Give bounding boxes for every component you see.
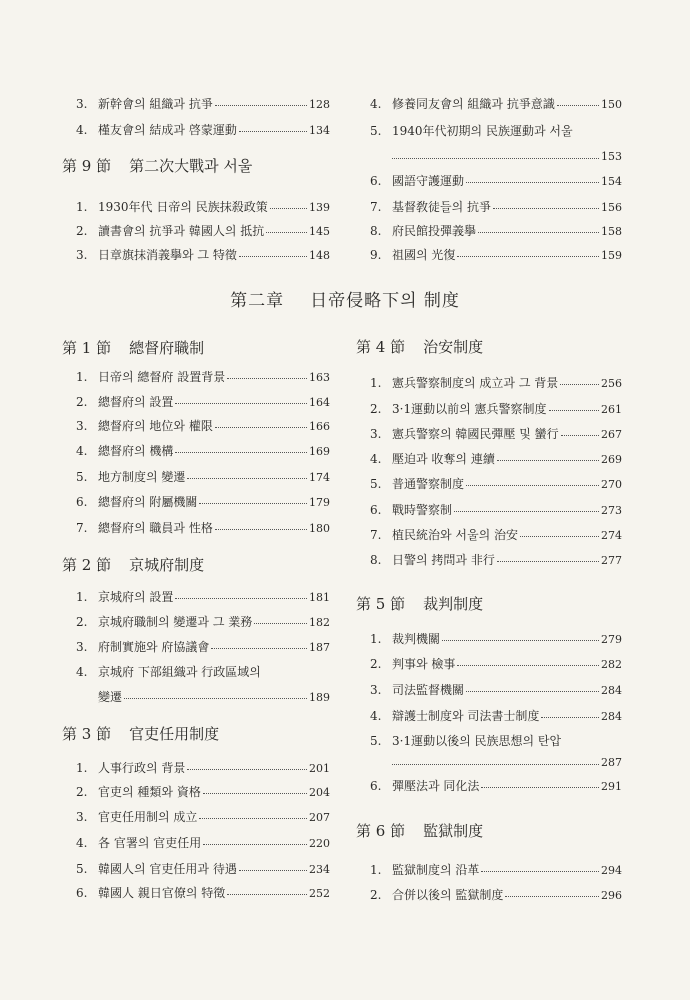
toc-entry: 1. 京城府의 設置 181 [76,590,330,604]
toc-entry: 4. 各 官署의 官吏任用 220 [76,836,330,850]
toc-entry: 7. 植民統治와 서울의 治安 274 [370,528,622,542]
toc-entry: 8. 日警의 拷問과 非行 277 [370,553,622,567]
toc-entry: 5. 韓國人의 官吏任用과 待遇 234 [76,862,330,876]
toc-entry: 4. 壓迫과 收奪의 連續 269 [370,452,622,466]
toc-entry: 3. 官吏任用制의 成立 207 [76,810,330,824]
toc-entry-continuation: 變遷 189 [98,690,330,704]
toc-bottom-right [356,0,622,1000]
toc-entry: 2. 3·1運動以前의 憲兵警察制度 261 [370,402,622,416]
toc-entry: 3. 總督府의 地位와 權限 166 [76,419,330,433]
toc-entry: 3. 新幹會의 組織과 抗爭 128 [76,97,330,111]
toc-entry: 2. 合併以後의 監獄制度 296 [370,888,622,902]
section-heading: 第 2 節 京城府制度 [62,556,205,574]
toc-entry: 3. 憲兵警察의 韓國民彈壓 및 蠻行 267 [370,427,622,441]
toc-entry: 1. 日帝의 總督府 設置背景 163 [76,370,330,384]
toc-entry: 5. 地方制度의 變遷 174 [76,470,330,484]
toc-entry: 4. 修養同友會의 組織과 抗爭意識 150 [370,97,622,111]
toc-entry: 5. 1940年代初期의 民族運動과 서울 [370,124,573,138]
section-heading: 第 4 節 治安制度 [356,338,484,356]
section-heading: 第 6 節 監獄制度 [356,822,484,840]
toc-entry: 6. 戰時警察制 273 [370,503,622,517]
toc-entry: 5. 3·1運動以後의 民族思想의 탄압 [370,734,562,748]
toc-entry: 4. 京城府 下部組織과 行政區域의 [76,665,261,679]
toc-entry: 8. 府民館投彈義擧 158 [370,224,622,238]
toc-entry: 1. 人事行政의 背景 201 [76,761,330,775]
toc-entry: 3. 日章旗抹消義擧와 그 特徵 148 [76,248,330,262]
section-heading: 第 3 節 官吏任用制度 [62,725,220,743]
toc-entry: 2. 讀書會의 抗爭과 韓國人의 抵抗 145 [76,224,330,238]
toc-entry: 9. 祖國의 光復 159 [370,248,622,262]
toc-entry: 7. 基督敎徒들의 抗爭 156 [370,200,622,214]
section-heading: 第 9 節 第二次大戰과 서울 [62,157,253,175]
toc-entry: 1. 監獄制度의 沿革 294 [370,863,622,877]
toc-entry: 4. 總督府의 機構 169 [76,444,330,458]
toc-entry: 6. 國語守護運動 154 [370,174,622,188]
toc-entry-continuation: 153 [392,149,622,165]
toc-entry: 3. 府制實施와 府協議會 187 [76,640,330,654]
toc-entry: 1. 憲兵警察制度의 成立과 그 背景 256 [370,376,622,390]
toc-entry: 1. 裁判機關 279 [370,632,622,646]
toc-entry-continuation: 287 [392,755,622,771]
toc-entry: 6. 韓國人 親日官僚의 特徵 252 [76,886,330,900]
toc-entry: 4. 槿友會의 結成과 啓蒙運動 134 [76,123,330,137]
section-heading: 第 1 節 總督府職制 [62,339,205,357]
toc-entry: 1. 1930年代 日帝의 民族抹殺政策 139 [76,200,330,214]
toc-entry: 6. 總督府의 附屬機關 179 [76,495,330,509]
toc-entry: 5. 普通警察制度 270 [370,477,622,491]
toc-bottom-left [62,0,330,1000]
toc-entry: 2. 判事와 檢事 282 [370,657,622,671]
chapter-heading: 第二章 日帝侵略下의 制度 [230,291,460,311]
toc-entry: 3. 司法監督機關 284 [370,683,622,697]
toc-entry: 2. 官吏의 種類와 資格 204 [76,785,330,799]
toc-entry: 7. 總督府의 職員과 性格 180 [76,521,330,535]
section-heading: 第 5 節 裁判制度 [356,595,484,613]
toc-entry: 2. 京城府職制의 變遷과 그 業務 182 [76,615,330,629]
toc-entry: 2. 總督府의 設置 164 [76,395,330,409]
toc-entry: 4. 辯護士制度와 司法書士制度 284 [370,709,622,723]
toc-entry: 6. 彈壓法과 同化法 291 [370,779,622,793]
